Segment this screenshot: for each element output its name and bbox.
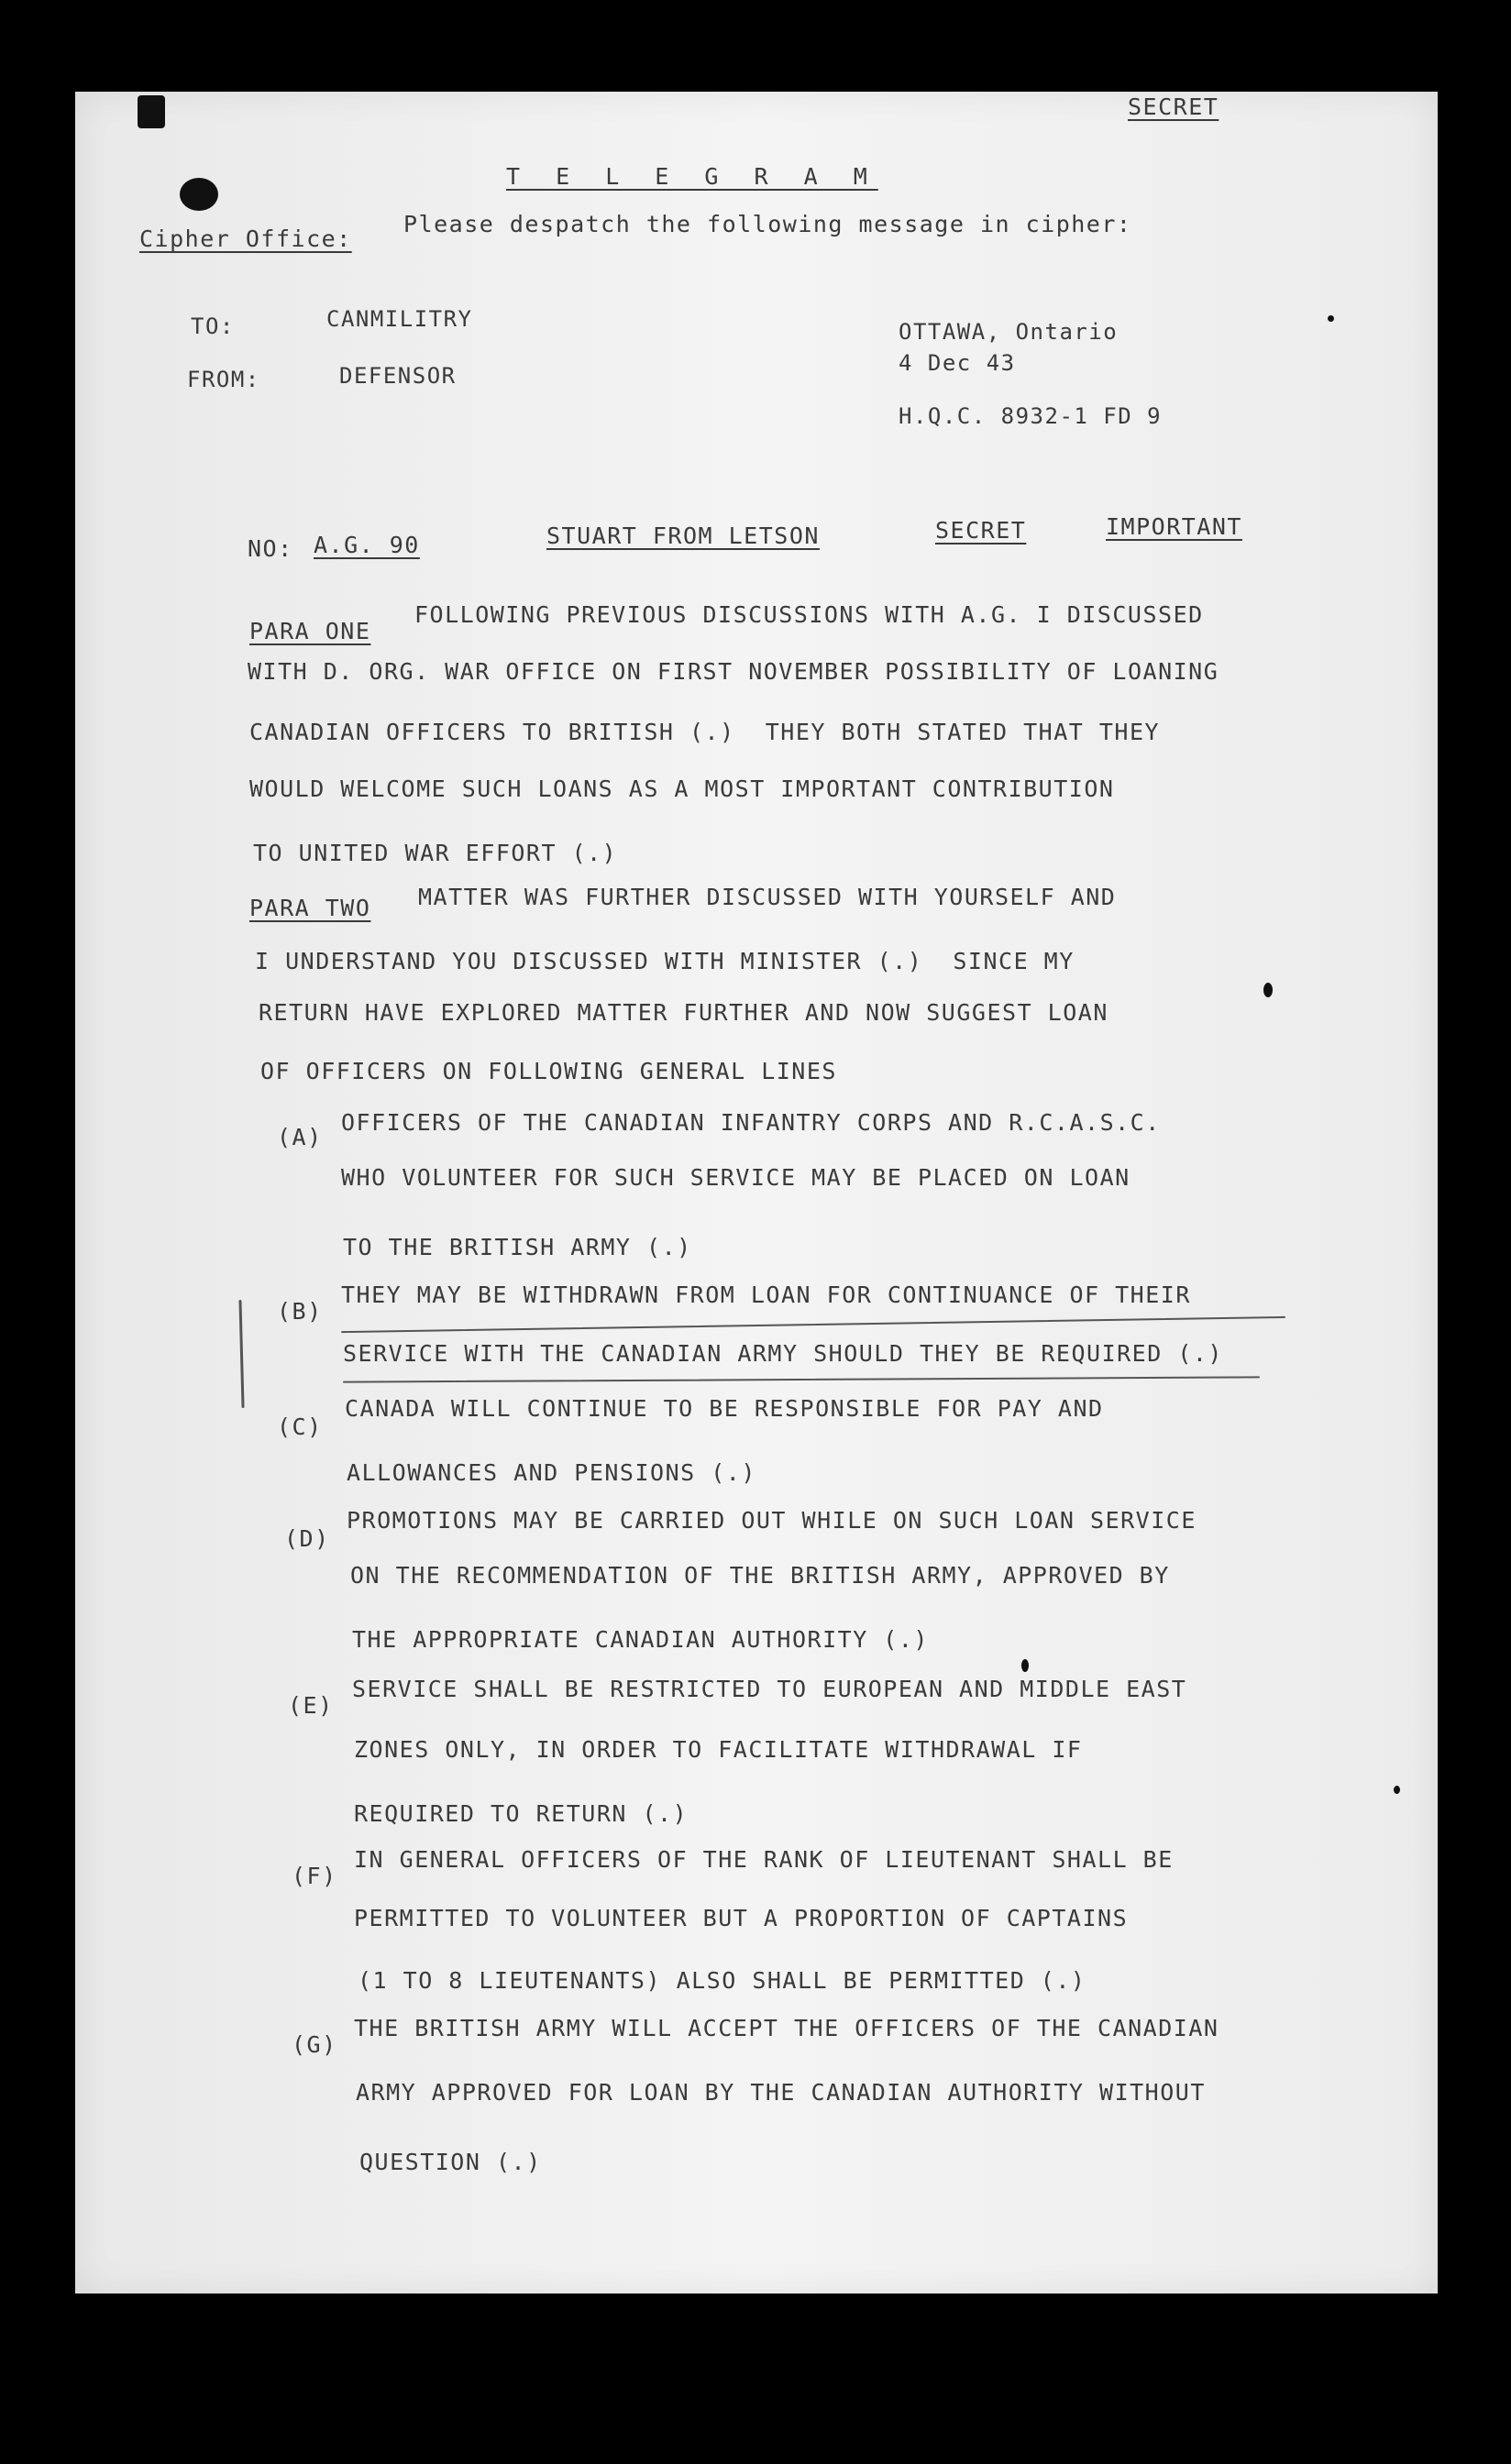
item-g-line: QUESTION (.) (359, 2149, 542, 2175)
from-label: FROM: (187, 367, 260, 392)
item-c-line: ALLOWANCES AND PENSIONS (.) (347, 1459, 756, 1486)
item-a-line: TO THE BRITISH ARMY (.) (343, 1234, 692, 1260)
item-label-a: (A) (277, 1124, 323, 1150)
item-label-c: (C) (277, 1414, 323, 1440)
item-b-line: SERVICE WITH THE CANADIAN ARMY SHOULD THEY BE REQUIRED (.) (343, 1340, 1223, 1367)
dust-speck (1328, 315, 1334, 322)
dust-speck (1021, 1659, 1029, 1672)
item-e-line: ZONES ONLY, IN ORDER TO FACILITATE WITHDRAWAL IF (354, 1736, 1083, 1763)
telegram-page (75, 92, 1438, 2294)
item-b-line: THEY MAY BE WITHDRAWN FROM LOAN FOR CONTINUANCE OF THEIR (341, 1282, 1191, 1308)
para-one-label: PARA ONE (249, 618, 371, 644)
item-g-line: THE BRITISH ARMY WILL ACCEPT THE OFFICERS OF THE CANADIAN (354, 2015, 1219, 2041)
message-classification: SECRET (935, 517, 1027, 544)
para-one-line: WITH D. ORG. WAR OFFICE ON FIRST NOVEMBER POSSIBILITY OF LOANING (248, 658, 1219, 685)
message-number-label: NO: (248, 535, 293, 562)
item-f-line: PERMITTED TO VOLUNTEER BUT A PROPORTION OF CAPTAINS (354, 1905, 1129, 1931)
item-g-line: ARMY APPROVED FOR LOAN BY THE CANADIAN AUTHORITY WITHOUT (356, 2079, 1206, 2106)
para-one-line: CANADIAN OFFICERS TO BRITISH (.) THEY BOTH STATED THAT THEY (249, 719, 1161, 745)
item-a-line: OFFICERS OF THE CANADIAN INFANTRY CORPS AND R.C.A.S.C. (341, 1109, 1161, 1136)
para-one-line: WOULD WELCOME SUCH LOANS AS A MOST IMPORTANT CONTRIBUTION (249, 776, 1115, 802)
item-c-line: CANADA WILL CONTINUE TO BE RESPONSIBLE FOR PAY AND (345, 1395, 1104, 1422)
to-value: CANMILITRY (326, 306, 473, 332)
item-label-f: (F) (292, 1863, 337, 1889)
message-date: 4 Dec 43 (899, 350, 1016, 376)
cipher-office-instruction: Please despatch the following message in cipher: (403, 211, 1132, 237)
item-d-line: THE APPROPRIATE CANADIAN AUTHORITY (.) (352, 1626, 929, 1653)
ink-blot (180, 178, 218, 211)
item-label-g: (G) (292, 2031, 337, 2058)
item-label-d: (D) (284, 1525, 330, 1552)
to-label: TO: (191, 314, 235, 339)
cipher-office-label: Cipher Office: (139, 226, 352, 252)
para-two-line: RETURN HAVE EXPLORED MATTER FURTHER AND NOW SUGGEST LOAN (259, 999, 1108, 1026)
form-title: T E L E G R A M (506, 163, 878, 190)
para-two-label: PARA TWO (249, 895, 371, 921)
message-priority: IMPORTANT (1106, 513, 1242, 540)
item-f-line: (1 TO 8 LIEUTENANTS) ALSO SHALL BE PERMITTED (.) (358, 1967, 1086, 1994)
file-reference: H.Q.C. 8932-1 FD 9 (899, 403, 1163, 429)
message-number: A.G. 90 (314, 532, 420, 558)
item-d-line: PROMOTIONS MAY BE CARRIED OUT WHILE ON SUCH LOAN SERVICE (347, 1507, 1197, 1534)
para-two-line: OF OFFICERS ON FOLLOWING GENERAL LINES (260, 1058, 837, 1084)
dust-speck (1263, 983, 1273, 997)
para-two-line: MATTER WAS FURTHER DISCUSSED WITH YOURSELF AND (418, 884, 1117, 910)
corner-mark (138, 95, 165, 128)
from-value: DEFENSOR (339, 363, 457, 389)
item-a-line: WHO VOLUNTEER FOR SUCH SERVICE MAY BE PLACED ON LOAN (341, 1164, 1130, 1191)
item-e-line: SERVICE SHALL BE RESTRICTED TO EUROPEAN AND MIDDLE EAST (352, 1676, 1187, 1702)
para-one-line: TO UNITED WAR EFFORT (.) (253, 840, 618, 866)
message-parties: STUART FROM LETSON (546, 522, 820, 549)
item-label-b: (B) (277, 1298, 323, 1325)
item-d-line: ON THE RECOMMENDATION OF THE BRITISH ARMY, APPROVED BY (350, 1562, 1170, 1589)
para-two-line: I UNDERSTAND YOU DISCUSSED WITH MINISTER (.) SINCE MY (255, 948, 1075, 974)
origin-place: OTTAWA, Ontario (899, 319, 1119, 345)
dust-speck (1394, 1786, 1400, 1794)
item-label-e: (E) (288, 1692, 334, 1719)
item-e-line: REQUIRED TO RETURN (.) (354, 1800, 689, 1827)
para-one-line: FOLLOWING PREVIOUS DISCUSSIONS WITH A.G. I DISCUSSED (414, 601, 1204, 628)
item-f-line: IN GENERAL OFFICERS OF THE RANK OF LIEUTENANT SHALL BE (354, 1846, 1174, 1873)
classification-stamp: SECRET (1128, 94, 1219, 120)
